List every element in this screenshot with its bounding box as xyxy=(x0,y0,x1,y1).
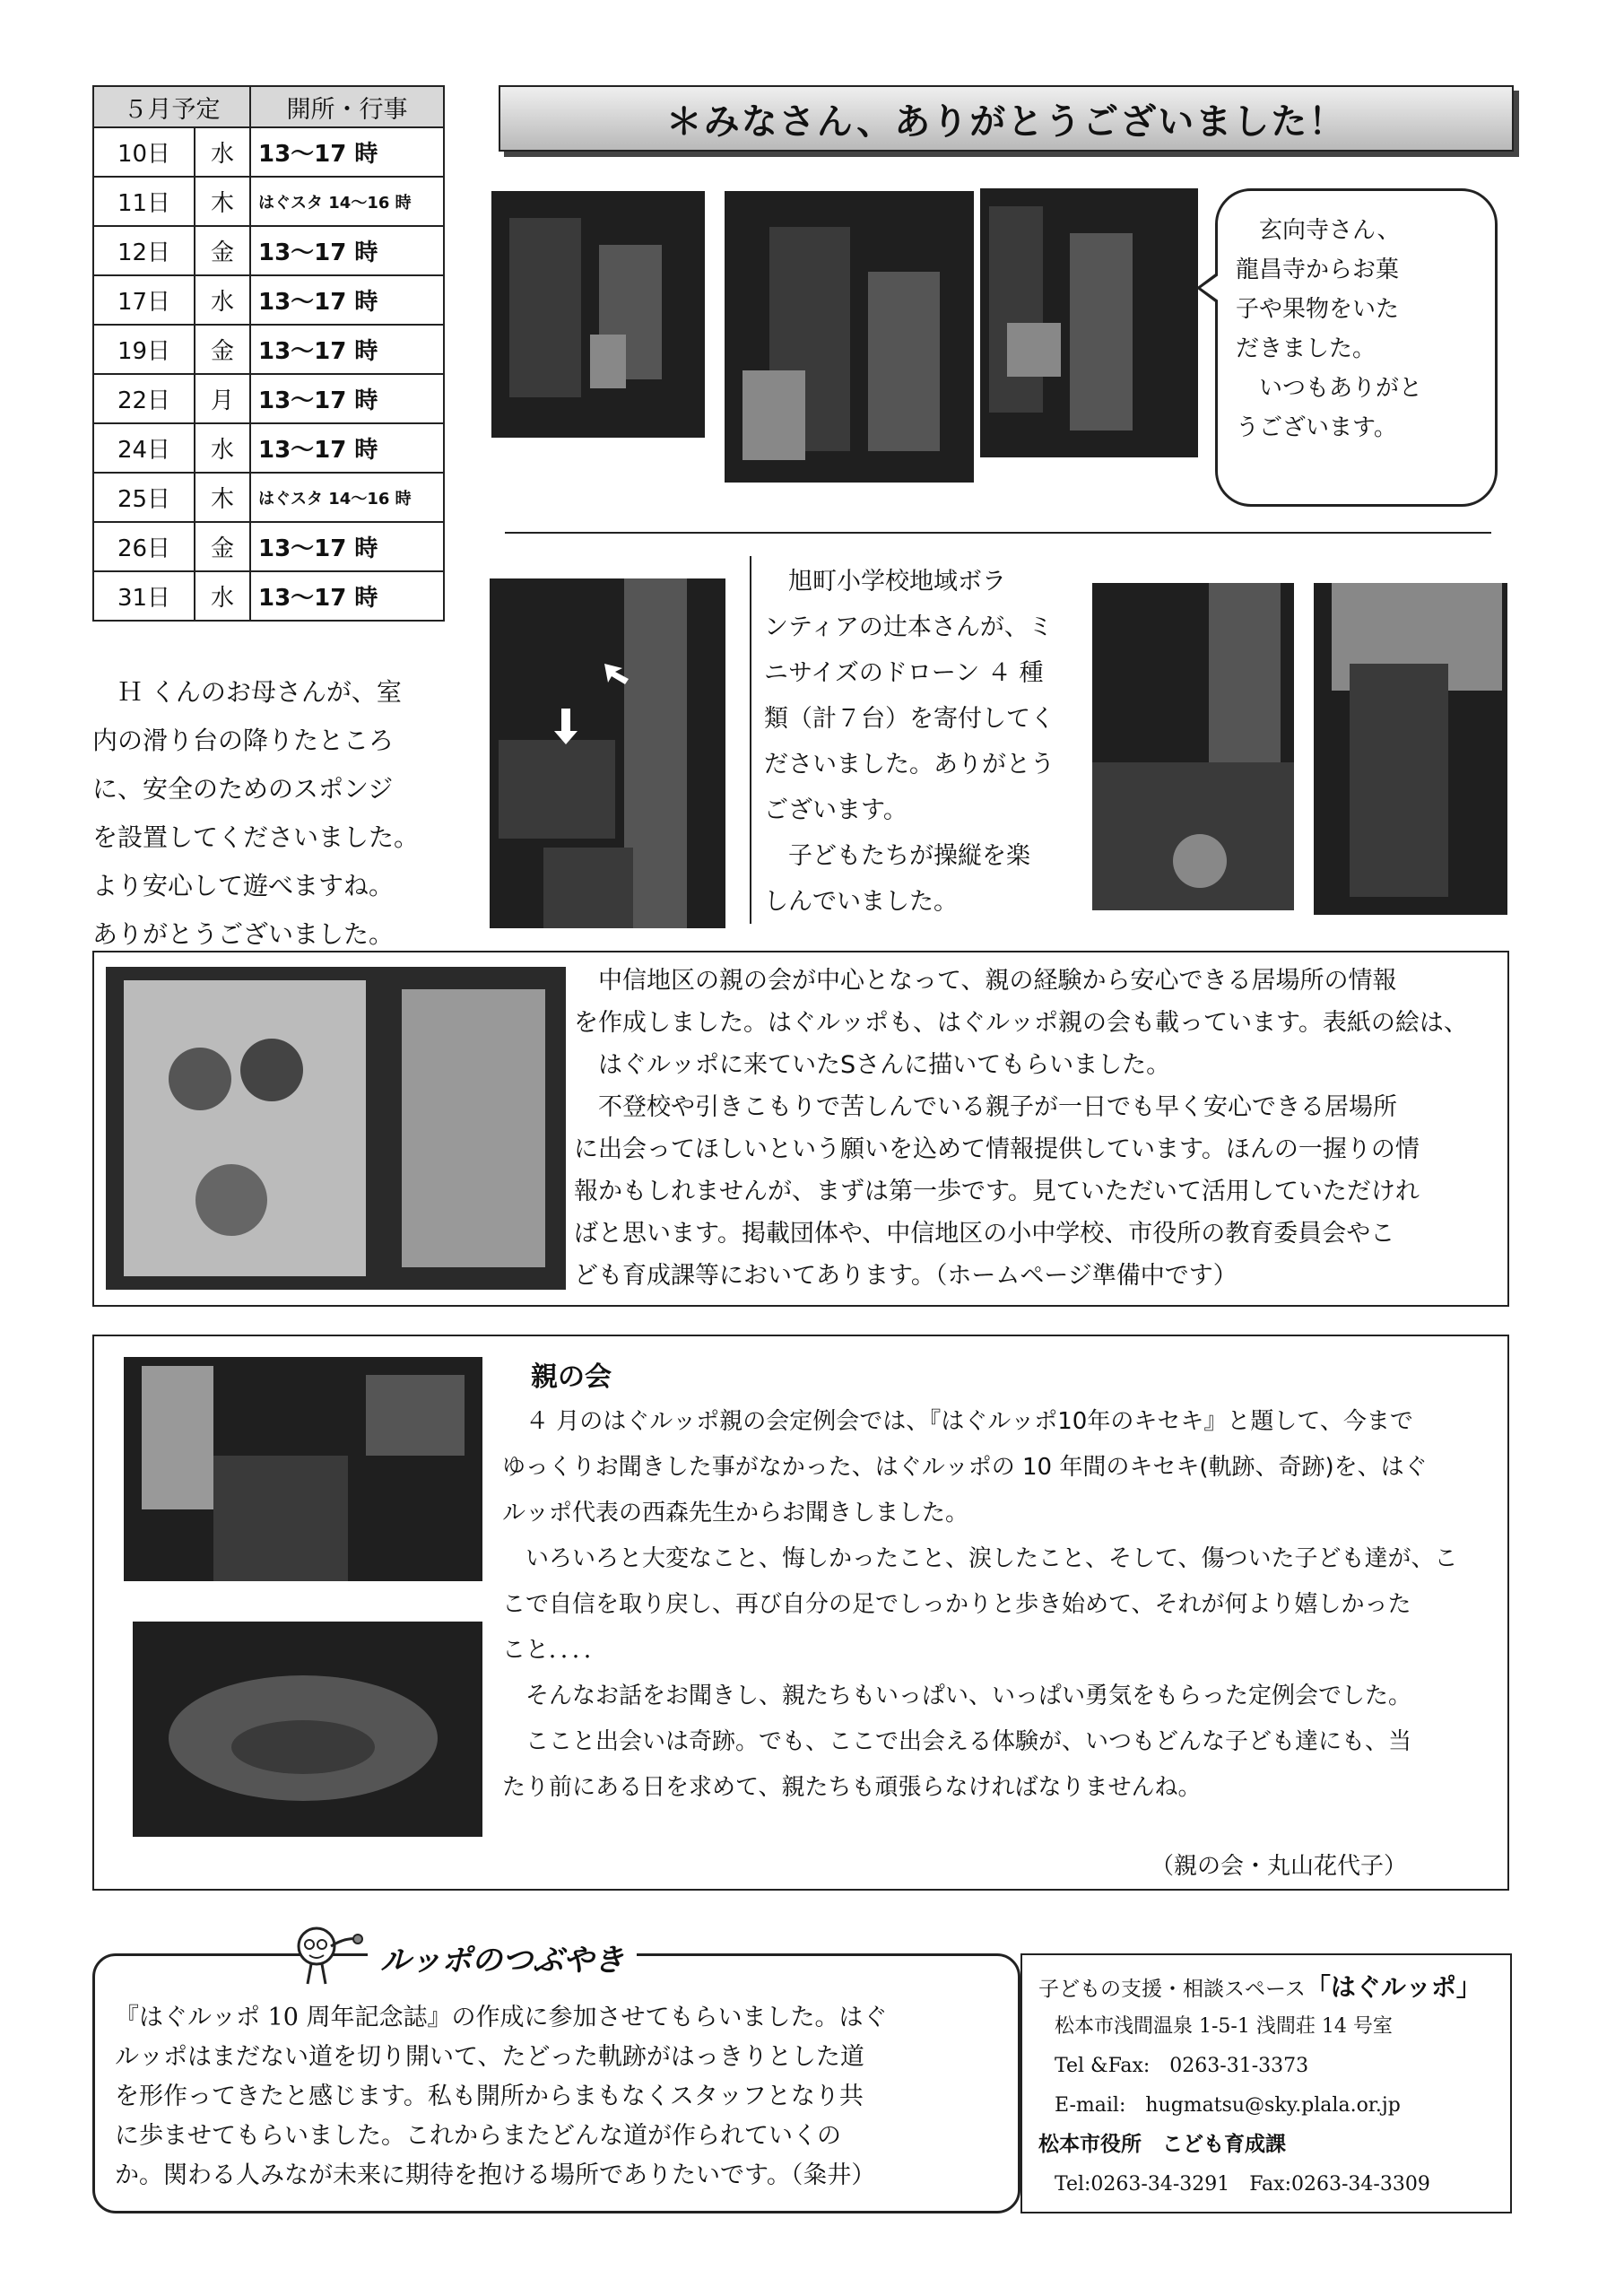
schedule-dow: 木 xyxy=(195,473,250,522)
tsubuyaki-line: を形作ってきたと感じます。私も開所からまもなくスタッフとなり共 xyxy=(115,2083,864,2110)
drone-line: ニサイズのドローン ４ 種 xyxy=(764,659,1044,687)
thanks-bubble xyxy=(1215,188,1498,507)
drone-line: ださいました。ありがとう xyxy=(764,751,1055,778)
bubble-line: だきました。 xyxy=(1236,335,1376,362)
parents-line: ここと出会いは奇跡。でも、ここで出会える体験が、いつもどんな子ども達にも、当 xyxy=(502,1728,1412,1755)
schedule-event: はぐスタ 14〜16 時 xyxy=(250,177,444,226)
parents-text xyxy=(502,1399,1507,1811)
guide-line: ども育成課等においてあります。（ホームページ準備中です） xyxy=(574,1262,1238,1290)
schedule-row xyxy=(93,473,444,522)
tsubuyaki-text xyxy=(115,1998,1007,2196)
tsubuyaki-line: ルッポはまだない道を切り開いて、たどった軌跡がはっきりとした道 xyxy=(115,2043,864,2071)
schedule-day: 12日 xyxy=(93,226,195,275)
photo-meeting-2 xyxy=(133,1622,482,1837)
schedule-event: 13〜17 時 xyxy=(250,325,444,374)
column-divider xyxy=(750,556,751,924)
guide-line: 中信地区の親の会が中心となって、親の経験から安心できる居場所の情報 xyxy=(574,967,1397,995)
contact-org-name: 「はぐルッポ」 xyxy=(1305,1972,1481,2002)
thanks-title: ＊みなさん、ありがとうございました！ xyxy=(499,85,1514,152)
drone-line: ございます。 xyxy=(764,796,908,824)
drone-text xyxy=(764,559,1087,925)
contact-address: 松本市浅間温泉 1-5-1 浅間荘 14 号室 xyxy=(1055,2015,1393,2038)
schedule-row xyxy=(93,325,444,374)
schedule-dow: 水 xyxy=(195,423,250,473)
schedule-dow: 水 xyxy=(195,275,250,325)
schedule-event: 13〜17 時 xyxy=(250,275,444,325)
schedule-header-month: ５月予定 xyxy=(93,86,250,127)
sponge-line: より安心して遊べますね。 xyxy=(92,871,395,900)
schedule-table xyxy=(92,85,445,622)
tsubuyaki-title: ルッポのつぶやき xyxy=(368,1935,637,1979)
schedule-event: はぐスタ 14〜16 時 xyxy=(250,473,444,522)
bubble-line: 子や果物をいた xyxy=(1236,296,1400,323)
schedule-dow: 金 xyxy=(195,522,250,571)
parents-line: ルッポ代表の西森先生からお聞きしました。 xyxy=(502,1500,969,1526)
guide-line: ばと思います。掲載団体や、中信地区の小中学校、市役所の教育委員会やこ xyxy=(574,1220,1395,1248)
sponge-line: Ｈ くんのお母さんが、室 xyxy=(117,677,402,707)
contact-box xyxy=(1020,1953,1512,2213)
guide-line: 不登校や引きこもりで苦しんでいる親子が一日でも早く安心できる居場所 xyxy=(574,1093,1397,1121)
contact-email: E-mail: hugmatsu@sky.plala.or.jp xyxy=(1055,2094,1401,2117)
sponge-line: を設置してくださいました。 xyxy=(92,822,420,852)
sponge-line: に、安全のためのスポンジ xyxy=(92,774,394,804)
parents-line: こと．．．． xyxy=(502,1637,608,1664)
bubble-line: うございます。 xyxy=(1236,414,1397,441)
schedule-dow: 水 xyxy=(195,571,250,621)
schedule-row xyxy=(93,423,444,473)
parents-line: そんなお話をお聞きし、親たちもいっぱい、いっぱい勇気をもらった定例会でした。 xyxy=(502,1683,1412,1709)
parents-line: たり前にある日を求めて、親たちも頑張らなければなりませんね。 xyxy=(502,1774,1202,1801)
photo-guide-booklet xyxy=(106,967,566,1290)
tsubuyaki-line: か。関わる人みなが未来に期待を抱ける場所でありたいです。（粂井） xyxy=(115,2161,876,2189)
schedule-day: 26日 xyxy=(93,522,195,571)
schedule-dow: 月 xyxy=(195,374,250,423)
photo-drone-1 xyxy=(1092,583,1294,910)
photo-temple-visit-2 xyxy=(725,191,974,483)
schedule-day: 22日 xyxy=(93,374,195,423)
schedule-dow: 金 xyxy=(195,325,250,374)
sponge-line: 内の滑り台の降りたところ xyxy=(92,726,395,755)
tsubuyaki-line: に歩ませてもらいました。これからまたどんな道が作られていくの xyxy=(115,2122,841,2150)
drone-line: 子どもたちが操縦を楽 xyxy=(764,842,1030,870)
schedule-event: 13〜17 時 xyxy=(250,522,444,571)
photo-slide-sponge xyxy=(490,578,725,928)
contact-org-prefix: 子どもの支援・相談スペース xyxy=(1038,1978,1306,2001)
guide-line: 報かもしれませんが、まずは第一歩です。見ていただいて活用していただけれ xyxy=(574,1178,1420,1205)
schedule-day: 10日 xyxy=(93,127,195,177)
drone-line: 類（計７台）を寄付してく xyxy=(764,705,1055,733)
schedule-event: 13〜17 時 xyxy=(250,423,444,473)
schedule-row xyxy=(93,374,444,423)
sponge-text xyxy=(92,668,469,959)
guide-line: はぐルッポに来ていたSさんに描いてもらいました。 xyxy=(574,1051,1171,1079)
bubble-line: 龍昌寺からお菓 xyxy=(1236,257,1400,283)
parents-signature: （親の会・丸山花代子） xyxy=(1151,1853,1408,1880)
section-divider xyxy=(505,532,1491,534)
schedule-day: 31日 xyxy=(93,571,195,621)
schedule-row xyxy=(93,177,444,226)
contact-city-office: 松本市役所 こども育成課 xyxy=(1038,2133,1286,2156)
contact-city-tel: Tel:0263-34-3291 Fax:0263-34-3309 xyxy=(1055,2173,1430,2196)
parents-line: いろいろと大変なこと、悔しかったこと、涙したこと、そして、傷ついた子ども達が、こ xyxy=(502,1545,1458,1572)
photo-temple-visit-1 xyxy=(491,191,705,438)
schedule-event: 13〜17 時 xyxy=(250,571,444,621)
schedule-row xyxy=(93,127,444,177)
bubble-line: いつもありがと xyxy=(1236,375,1423,402)
guide-line: を作成しました。はぐルッポも、はぐルッポ親の会も載っています。表紙の絵は、 xyxy=(574,1009,1468,1037)
contact-tel: Tel &Fax: 0263-31-3373 xyxy=(1055,2055,1309,2077)
schedule-dow: 金 xyxy=(195,226,250,275)
schedule-row xyxy=(93,522,444,571)
schedule-event: 13〜17 時 xyxy=(250,127,444,177)
monkey-mascot-icon xyxy=(291,1919,363,1987)
guide-text xyxy=(574,960,1507,1297)
schedule-header-row xyxy=(93,86,444,127)
parents-line: ４ 月のはぐルッポ親の会定例会では、『はぐルッポ10年のキセキ』と題して、今まで xyxy=(502,1408,1413,1435)
schedule-day: 19日 xyxy=(93,325,195,374)
schedule-header-event: 開所・行事 xyxy=(250,86,444,127)
schedule-day: 25日 xyxy=(93,473,195,522)
guide-line: に出会ってほしいという願いを込めて情報提供しています。ほんの一握りの情 xyxy=(574,1135,1420,1163)
schedule-row xyxy=(93,226,444,275)
schedule-day: 24日 xyxy=(93,423,195,473)
schedule-event: 13〜17 時 xyxy=(250,226,444,275)
contact-org xyxy=(1038,1968,1481,2004)
photo-drone-2 xyxy=(1314,583,1507,915)
parents-line: こで自信を取り戻し、再び自分の足でしっかりと歩き始めて、それが何より嬉しかった xyxy=(502,1591,1411,1618)
photo-temple-visit-3 xyxy=(980,188,1198,457)
schedule-dow: 水 xyxy=(195,127,250,177)
tsubuyaki-line: 『はぐルッポ 10 周年記念誌』の作成に参加させてもらいました。はぐ xyxy=(115,2004,888,2031)
bubble-line: 玄向寺さん、 xyxy=(1259,217,1401,244)
photo-meeting-1 xyxy=(124,1357,482,1581)
drone-line: しんでいました。 xyxy=(764,888,958,916)
drone-line: 旭町小学校地域ボラ xyxy=(788,568,1006,596)
schedule-day: 11日 xyxy=(93,177,195,226)
parents-line: ゆっくりお聞きした事がなかった、はぐルッポの 10 年間のキセキ(軌跡、奇跡)を、はぐ xyxy=(502,1454,1428,1481)
sponge-line: ありがとうございました。 xyxy=(92,919,395,949)
schedule-dow: 木 xyxy=(195,177,250,226)
arrow-icon xyxy=(490,578,725,928)
drone-line: ンティアの辻本さんが、ミ xyxy=(764,613,1053,641)
schedule-row xyxy=(93,571,444,621)
schedule-row xyxy=(93,275,444,325)
parents-heading: 親の会 xyxy=(531,1361,612,1393)
schedule-event: 13〜17 時 xyxy=(250,374,444,423)
schedule-day: 17日 xyxy=(93,275,195,325)
